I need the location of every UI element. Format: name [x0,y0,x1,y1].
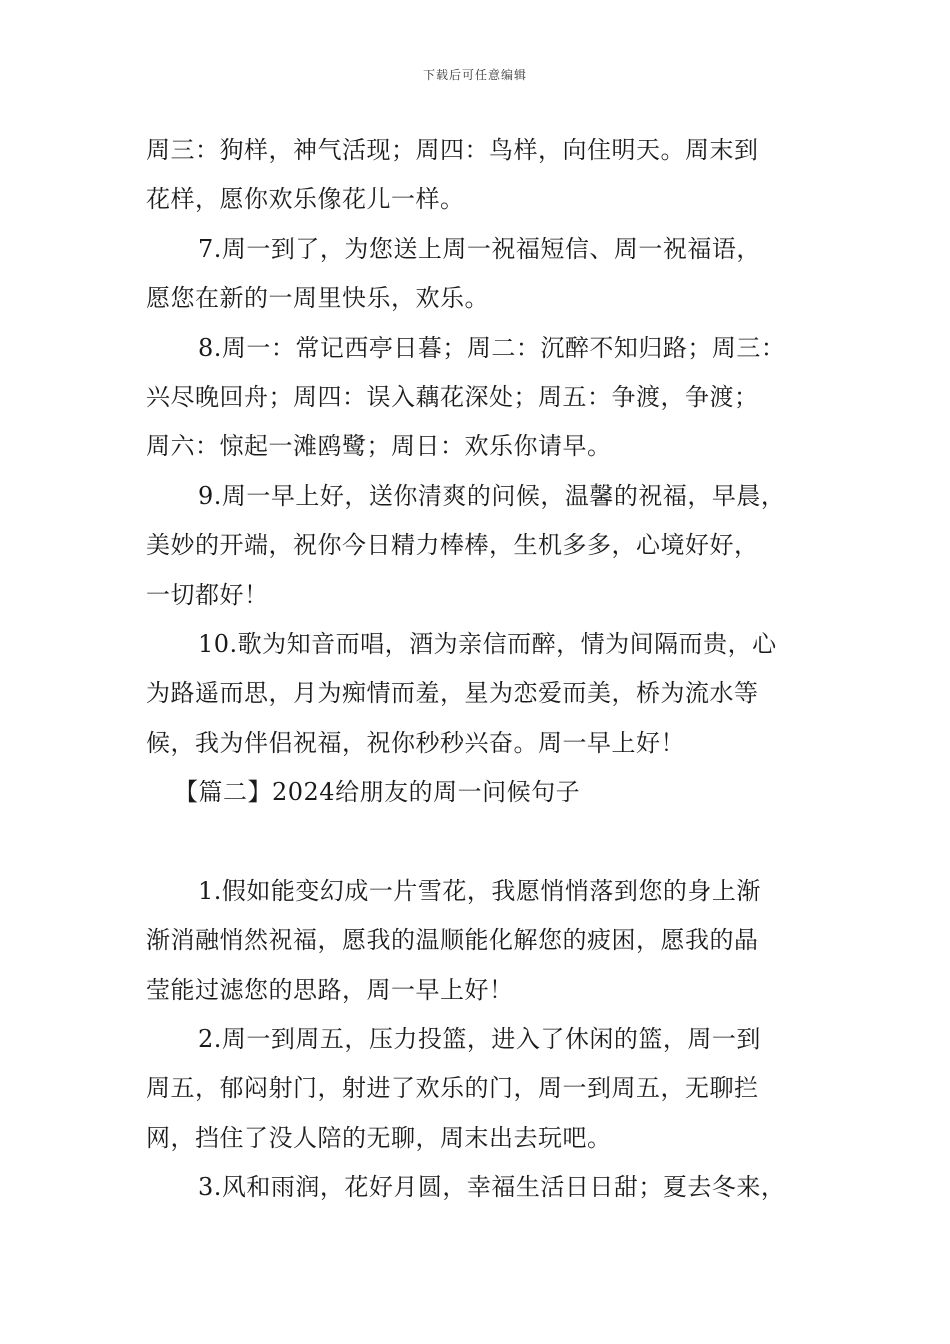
paragraph-start-8: 8.周一：常记西亭日暮；周二：沉醉不知归路；周三： [198,333,786,362]
paragraph-start-1: 1.假如能变幻成一片雪花，我愿悄悄落到您的身上渐 [198,876,761,905]
text-line: 周三：狗样，神气活现；周四：鸟样，向住明天。周末到 [146,136,759,164]
text-line: 一切都好！ [146,580,269,609]
text-line: 花样，愿你欢乐像花儿一样。 [146,185,465,214]
paragraph-start-7: 7.周一到了，为您送上周一祝福短信、周一祝福语， [198,234,761,263]
document-body [146,126,826,1213]
page-header: 下载后可任意编辑 [422,68,527,82]
text-line: 周六：惊起一滩鸥鹭；周日：欢乐你请早。 [146,432,612,461]
text-line: 渐消融悄然祝福，愿我的温顺能化解您的疲困，愿我的晶 [146,926,759,955]
section-spacer [146,817,826,866]
paragraph-start-9: 9.周一早上好，送你清爽的问候，温馨的祝福，早晨， [198,481,786,510]
text-line: 愿您在新的一周里快乐，欢乐。 [146,284,489,313]
text-line: 莹能过滤您的思路，周一早上好！ [146,975,514,1004]
text-line: 为路遥而思，月为痴情而羞，星为恋爱而美，桥为流水等 [146,679,759,708]
section-title: 【篇二】2024给朋友的周一问候句子 [174,778,581,807]
text-line: 美妙的开端，祝你今日精力棒棒，生机多多，心境好好， [146,531,759,560]
text-line: 网，挡住了没人陪的无聊，周末出去玩吧。 [146,1123,612,1152]
text-line: 候，我为伴侣祝福，祝你秒秒兴奋。周一早上好！ [146,728,685,757]
paragraph-start-2: 2.周一到周五，压力投篮，进入了休闲的篮，周一到 [198,1025,761,1054]
paragraph-start-10: 10.歌为知音而唱，酒为亲信而醉，情为间隔而贵，心 [198,629,777,658]
paragraph-start-3: 3.风和雨润，花好月圆，幸福生活日日甜；夏去冬来， [198,1173,786,1202]
text-line: 周五，郁闷射门，射进了欢乐的门，周一到周五，无聊拦 [146,1074,759,1103]
text-line: 兴尽晚回舟；周四：误入藕花深处；周五：争渡，争渡； [146,382,759,411]
